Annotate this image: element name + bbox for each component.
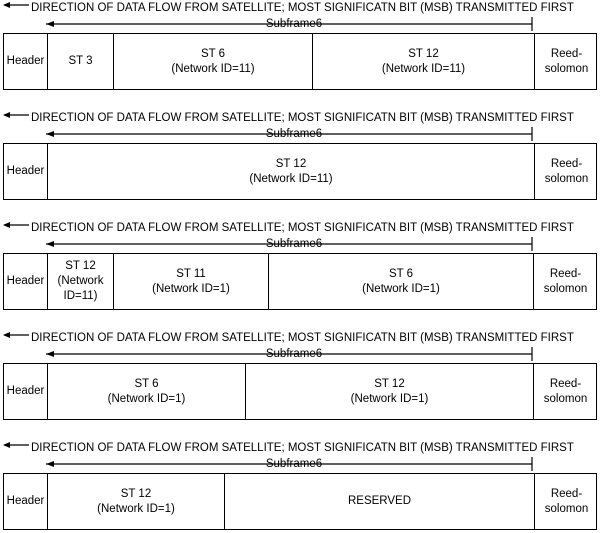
- subframe-label: Subframe6: [265, 238, 323, 250]
- frame-diagram: [0, 330, 600, 422]
- frame-cell: [47, 144, 534, 199]
- frame-cell: [113, 34, 312, 89]
- frame-row: [3, 33, 597, 90]
- frame-row: [3, 363, 597, 420]
- cell-text: (Network: [57, 275, 104, 287]
- frame-diagram: [0, 440, 600, 532]
- cell-text: solomon: [543, 282, 588, 295]
- subframe-label: Subframe6: [265, 348, 323, 360]
- cell-text: (Network ID=1): [362, 282, 440, 295]
- cell-text: ST 3: [68, 55, 93, 67]
- frame-cell: [224, 474, 534, 529]
- cell-text: Header: [6, 275, 45, 287]
- frame-diagram: [0, 110, 600, 202]
- direction-arrow-head: [3, 442, 10, 448]
- frame-cell: [47, 34, 113, 89]
- cell-text: (Network ID=11): [249, 172, 333, 185]
- frame-cell: [47, 364, 245, 419]
- frame-cell: [312, 34, 534, 89]
- subframe-label: Subframe6: [265, 458, 323, 470]
- direction-label: DIRECTION OF DATA FLOW FROM SATELLITE; MOST SIGNIFICATN BIT (MSB) TRANSMITTED FIRST: [31, 2, 574, 14]
- cell-text: (Network ID=1): [97, 502, 175, 515]
- cell-text: ST 12: [408, 47, 439, 60]
- frame-cell: [533, 364, 597, 419]
- cell-text: solomon: [544, 62, 589, 75]
- frame-row: [3, 253, 597, 310]
- direction-label: DIRECTION OF DATA FLOW FROM SATELLITE; MOST SIGNIFICATN BIT (MSB) TRANSMITTED FIRST: [31, 222, 574, 234]
- cell-text: Header: [6, 55, 45, 67]
- cell-text: ST 6: [134, 377, 159, 390]
- cell-text: Reed-: [549, 377, 582, 390]
- direction-arrow-head: [3, 112, 10, 118]
- cell-text: ST 6: [388, 267, 414, 280]
- cell-text: Header: [6, 165, 45, 177]
- frame-cell: [533, 254, 597, 309]
- frame-row: [3, 143, 597, 200]
- cell-text: Header: [6, 385, 45, 397]
- frame-cell: [4, 34, 47, 89]
- frame-cell: [4, 254, 47, 309]
- cell-text: solomon: [544, 172, 589, 185]
- direction-label: DIRECTION OF DATA FLOW FROM SATELLITE; MOST SIGNIFICATN BIT (MSB) TRANSMITTED FIRST: [31, 332, 574, 344]
- frame-row: [3, 473, 597, 530]
- frame-cell: [47, 474, 224, 529]
- cell-text: Reed-: [550, 47, 583, 60]
- direction-label: DIRECTION OF DATA FLOW FROM SATELLITE; MOST SIGNIFICATN BIT (MSB) TRANSMITTED FIRST: [31, 442, 574, 454]
- direction-label: DIRECTION OF DATA FLOW FROM SATELLITE; MOST SIGNIFICATN BIT (MSB) TRANSMITTED FIRST: [31, 112, 574, 124]
- frame-cell: [47, 254, 113, 309]
- cell-text: solomon: [544, 502, 589, 515]
- cell-text: solomon: [543, 392, 588, 405]
- direction-arrow-head: [3, 222, 10, 228]
- cell-text: ST 12: [65, 260, 96, 272]
- cell-text: ST 12: [374, 377, 405, 390]
- direction-arrow-head: [3, 332, 10, 338]
- frame-cell: [245, 364, 533, 419]
- cell-text: ST 12: [120, 487, 152, 500]
- cell-text: (Network ID=1): [152, 282, 230, 295]
- frame-cell: [4, 364, 47, 419]
- frame-cell: [113, 254, 268, 309]
- cell-text: Reed-: [550, 487, 583, 500]
- cell-text: RESERVED: [347, 495, 412, 507]
- cell-text: Reed-: [549, 267, 582, 280]
- cell-text: (Network ID=1): [107, 392, 186, 405]
- direction-arrow-head: [3, 2, 10, 8]
- cell-text: ST 12: [275, 157, 307, 170]
- frame-cell: [534, 34, 598, 89]
- frame-cell: [534, 474, 598, 529]
- frame-cell: [4, 144, 47, 199]
- cell-text: Reed-: [550, 157, 583, 170]
- frame-diagram: [0, 220, 600, 312]
- cell-text: (Network ID=1): [350, 392, 429, 405]
- cell-text: ST 6: [200, 47, 226, 60]
- cell-text: (Network ID=11): [171, 62, 255, 75]
- subframe-label: Subframe6: [265, 128, 323, 140]
- frame-cell: [268, 254, 533, 309]
- frame-diagram: [0, 0, 600, 92]
- subframe-label: Subframe6: [265, 18, 323, 30]
- cell-text: ID=11): [63, 290, 98, 302]
- cell-text: (Network ID=11): [381, 62, 466, 75]
- frame-cell: [534, 144, 598, 199]
- frame-cell: [4, 474, 47, 529]
- cell-text: ST 11: [176, 267, 206, 280]
- cell-text: Header: [6, 495, 45, 507]
